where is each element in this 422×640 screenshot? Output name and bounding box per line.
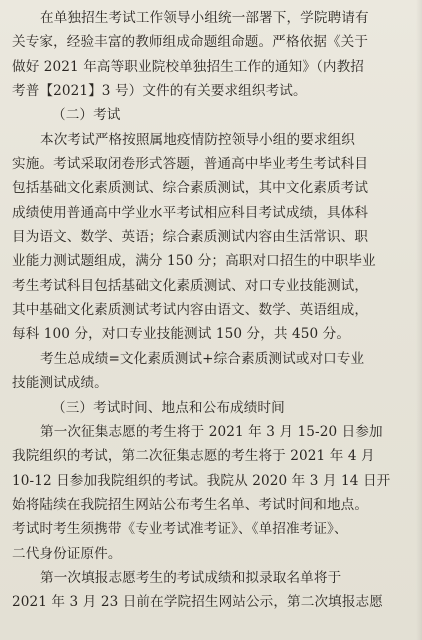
text-line: 目为语文、数学、英语；综合素质测试内容由生活常识、职 xyxy=(12,229,369,246)
text-line: 关专家，经验丰富的教师组成命题组命题。严格依据《关于 xyxy=(12,34,369,51)
text-line: 考生考试科目包括基础文化素质测试、对口专业技能测试， xyxy=(12,277,369,294)
text-line: 其中基础文化素质测试考试内容由语文、数学、英语组成， xyxy=(12,302,369,319)
text-line: 业能力测试题组成，满分 150 分；高职对口招生的中职毕业 xyxy=(12,253,376,270)
text-line: 做好 2021 年高等职业院校单独招生工作的通知》（内教招 xyxy=(12,58,364,75)
text-line: 考生总成绩=文化素质测试+综合素质测试或对口专业 xyxy=(40,350,365,367)
text-line: 包括基础文化素质测试、综合素质测试，其中文化素质考试 xyxy=(12,180,369,197)
section-heading: （三）考试时间、地点和公布成绩时间 xyxy=(52,399,285,416)
text-line: 二代身份证原件。 xyxy=(12,545,122,562)
text-line: 第一次填报志愿考生的考试成绩和拟录取名单将于 xyxy=(40,569,342,586)
text-line: 始将陆续在我院招生网站公布考生名单、考试时间和地点。 xyxy=(12,496,369,513)
text-line: 在单独招生考试工作领导小组统一部署下，学院聘请有 xyxy=(40,10,369,26)
text-line: 技能测试成绩。 xyxy=(12,375,108,392)
text-line: 实施。考试采取闭卷形式答题，普通高中毕业考生考试科目 xyxy=(12,156,369,173)
text-line: 2021 年 3 月 23 日前在学院招生网站公示，第二次填报志愿 xyxy=(12,594,383,611)
text-line: 我院组织的考试，第二次征集志愿的考生将于 2021 年 4 月 xyxy=(12,448,375,465)
text-line: 考试时考生须携带《专业考试准考证》、《单招准考证》、 xyxy=(12,521,348,538)
text-line: 成绩使用普通高中学业水平考试相应科目考试成绩，具体科 xyxy=(12,204,369,221)
text-line: 第一次征集志愿的考生将于 2021 年 3 月 15-20 日参加 xyxy=(40,423,383,440)
text-line: 10-12 日参加我院组织的考试。我院从 2020 年 3 月 14 日开 xyxy=(12,472,391,489)
text-line: 本次考试严格按照属地疫情防控领导小组的要求组织 xyxy=(40,131,355,148)
text-line: 考普【2021】3 号）文件的有关要求组织考试。 xyxy=(12,83,307,100)
text-line: 每科 100 分，对口专业技能测试 150 分，共 450 分。 xyxy=(12,326,351,343)
page-edge-shadow xyxy=(416,0,422,640)
section-heading: （二）考试 xyxy=(52,107,121,124)
